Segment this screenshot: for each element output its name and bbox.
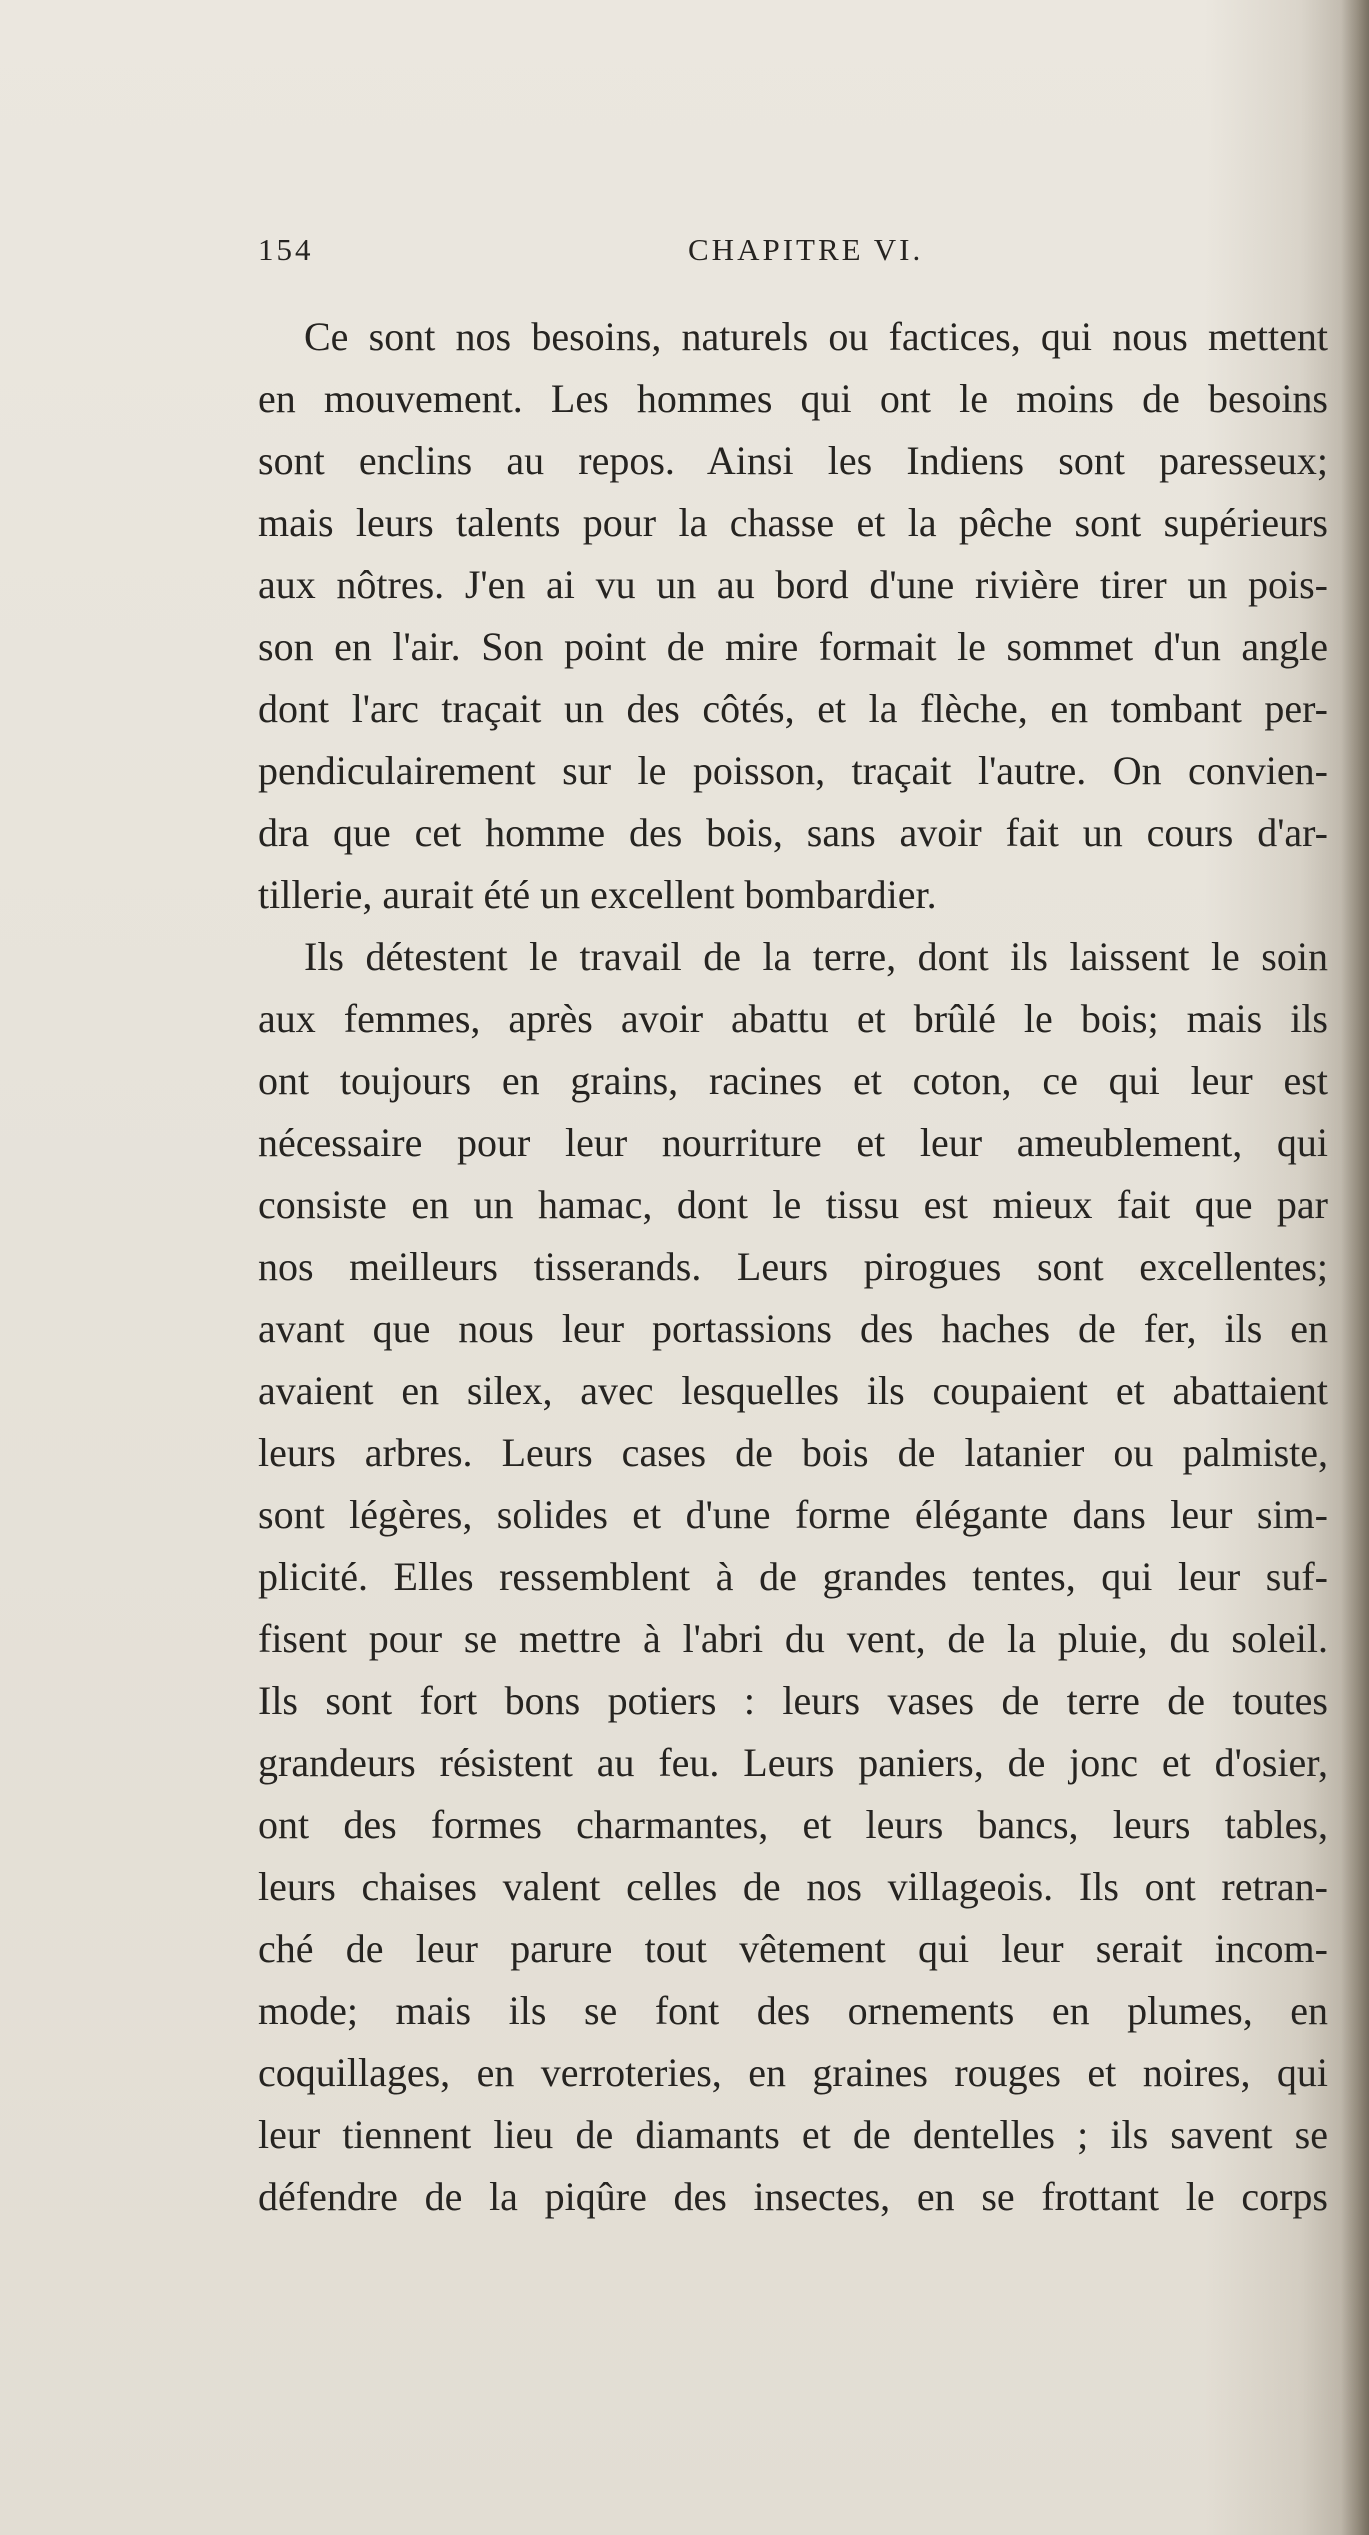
text-line: ont des formes charmantes, et leurs bancs, leurs tables, — [258, 1802, 1328, 1847]
text-line: Ils détestent le travail de la terre, dont ils laissent le soin — [304, 934, 1328, 979]
text-line: sont légères, solides et d'une forme élégante dans leur sim- — [258, 1492, 1328, 1537]
text-line: sont enclins au repos. Ainsi les Indiens sont paresseux; — [258, 438, 1328, 483]
text-line: leurs arbres. Leurs cases de bois de latanier ou palmiste, — [258, 1430, 1328, 1475]
text-line: aux nôtres. J'en ai vu un au bord d'une rivière tirer un pois- — [258, 562, 1328, 607]
running-title: CHAPITRE VI. — [688, 232, 924, 267]
text-line: ché de leur parure tout vêtement qui leur serait incom- — [258, 1926, 1328, 1971]
text-line: dra que cet homme des bois, sans avoir fait un cours d'ar- — [258, 810, 1328, 855]
page-header — [258, 232, 1348, 272]
text-line: avant que nous leur portassions des haches de fer, ils en — [258, 1306, 1328, 1351]
body-text — [258, 306, 1328, 2228]
text-line: en mouvement. Les hommes qui ont le moins de besoins — [258, 376, 1328, 421]
text-line: nécessaire pour leur nourriture et leur ameublement, qui — [258, 1120, 1328, 1165]
text-line: consiste en un hamac, dont le tissu est mieux fait que par — [258, 1182, 1328, 1227]
text-line: Ils sont fort bons potiers : leurs vases de terre de toutes — [258, 1678, 1328, 1723]
text-line: dont l'arc traçait un des côtés, et la flèche, en tombant per- — [258, 686, 1328, 731]
page-edge-shadow — [1341, 0, 1369, 2535]
text-line: Ce sont nos besoins, naturels ou factices, qui nous mettent — [304, 314, 1328, 359]
text-line: aux femmes, après avoir abattu et brûlé le bois; mais ils — [258, 996, 1328, 1041]
text-line: son en l'air. Son point de mire formait le sommet d'un angle — [258, 624, 1328, 669]
text-line: mais leurs talents pour la chasse et la pêche sont supérieurs — [258, 500, 1328, 545]
text-line: pendiculairement sur le poisson, traçait l'autre. On convien- — [258, 748, 1328, 793]
text-line: leurs chaises valent celles de nos villageois. Ils ont retran- — [258, 1864, 1328, 1909]
text-line: plicité. Elles ressemblent à de grandes tentes, qui leur suf- — [258, 1554, 1328, 1599]
text-line: leur tiennent lieu de diamants et de dentelles ; ils savent se — [258, 2112, 1328, 2157]
text-line: tillerie, aurait été un excellent bombardier. — [258, 872, 937, 917]
text-line: avaient en silex, avec lesquelles ils coupaient et abattaient — [258, 1368, 1328, 1413]
text-line: fisent pour se mettre à l'abri du vent, de la pluie, du soleil. — [258, 1616, 1328, 1661]
text-line: défendre de la piqûre des insectes, en se frottant le corps — [258, 2174, 1328, 2219]
text-line: mode; mais ils se font des ornements en plumes, en — [258, 1988, 1328, 2033]
page-number: 154 — [258, 232, 314, 267]
text-line: ont toujours en grains, racines et coton, ce qui leur est — [258, 1058, 1328, 1103]
text-line: grandeurs résistent au feu. Leurs paniers, de jonc et d'osier, — [258, 1740, 1328, 1785]
text-line: nos meilleurs tisserands. Leurs pirogues sont excellentes; — [258, 1244, 1328, 1289]
text-line: coquillages, en verroteries, en graines rouges et noires, qui — [258, 2050, 1328, 2095]
